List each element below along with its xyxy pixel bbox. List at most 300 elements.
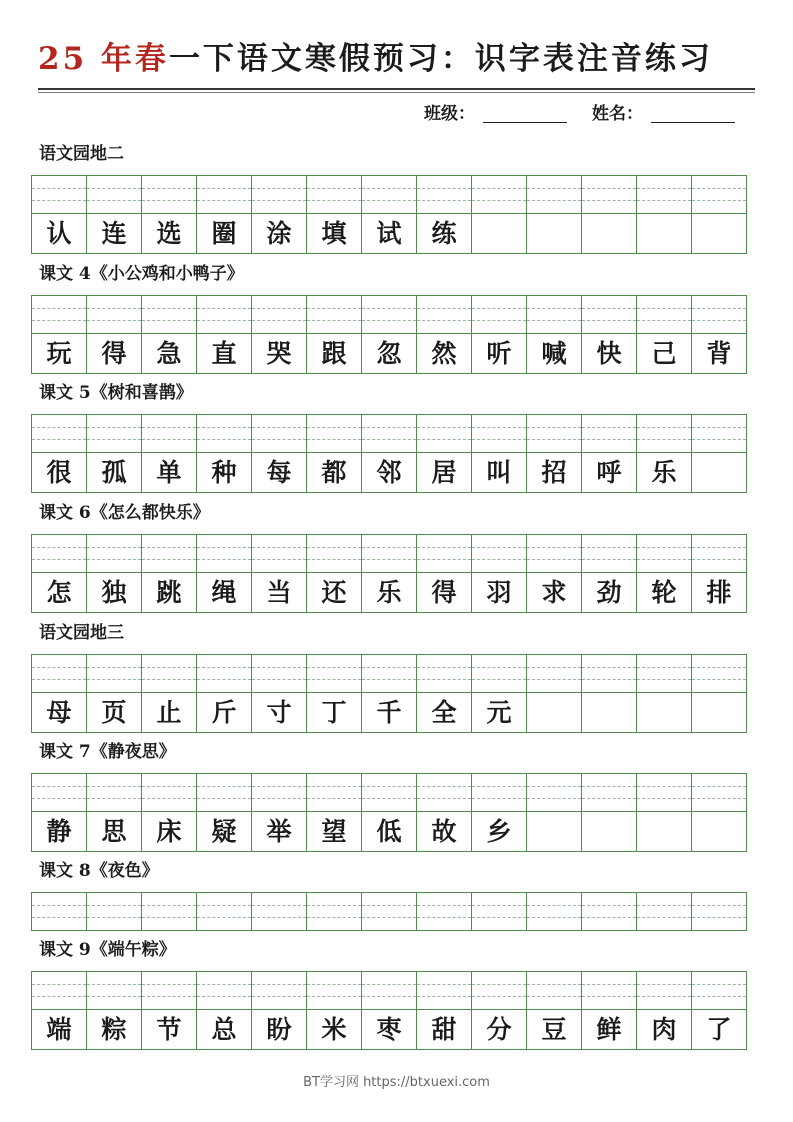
guide-line bbox=[307, 984, 361, 985]
guide-line bbox=[142, 798, 196, 799]
pinyin-box[interactable] bbox=[582, 415, 636, 453]
pinyin-box[interactable] bbox=[637, 535, 691, 573]
pinyin-box[interactable] bbox=[87, 972, 141, 1010]
pinyin-box[interactable] bbox=[197, 655, 251, 693]
pinyin-box[interactable] bbox=[582, 655, 636, 693]
pinyin-box[interactable] bbox=[307, 296, 361, 334]
grid-cell bbox=[472, 535, 527, 613]
pinyin-box[interactable] bbox=[362, 972, 416, 1010]
pinyin-box[interactable] bbox=[637, 415, 691, 453]
guide-line bbox=[472, 188, 526, 189]
pinyin-box[interactable] bbox=[472, 972, 526, 1010]
pinyin-box[interactable] bbox=[582, 176, 636, 214]
pinyin-box[interactable] bbox=[32, 415, 86, 453]
hanzi-char: 每 bbox=[266, 458, 292, 487]
pinyin-box[interactable] bbox=[87, 415, 141, 453]
hanzi-char: 望 bbox=[321, 817, 347, 846]
guide-line bbox=[142, 559, 196, 560]
grid-cell bbox=[472, 655, 527, 733]
guide-line bbox=[472, 786, 526, 787]
pinyin-box[interactable] bbox=[87, 535, 141, 573]
grid-cell bbox=[32, 774, 87, 852]
pinyin-box[interactable] bbox=[527, 774, 581, 812]
guide-line bbox=[142, 427, 196, 428]
hanzi-char: 母 bbox=[46, 698, 72, 727]
grid-cell bbox=[637, 655, 692, 733]
pinyin-box[interactable] bbox=[197, 893, 251, 930]
pinyin-box[interactable] bbox=[142, 176, 196, 214]
grid-cell bbox=[582, 774, 637, 852]
pinyin-box[interactable] bbox=[417, 535, 471, 573]
grid-cell bbox=[472, 774, 527, 852]
pinyin-box[interactable] bbox=[87, 774, 141, 812]
hanzi-char: 听 bbox=[486, 339, 512, 368]
hanzi-char: 乐 bbox=[376, 578, 402, 607]
guide-line bbox=[527, 308, 581, 309]
guide-line bbox=[142, 996, 196, 997]
grid-cell bbox=[582, 176, 637, 254]
guide-line bbox=[637, 917, 691, 918]
pinyin-box[interactable] bbox=[307, 893, 361, 930]
hanzi-char: 绳 bbox=[211, 578, 237, 607]
grid-cell bbox=[32, 655, 87, 733]
pinyin-box[interactable] bbox=[252, 415, 306, 453]
guide-line bbox=[637, 427, 691, 428]
guide-line bbox=[87, 427, 141, 428]
hanzi-char: 止 bbox=[156, 698, 182, 727]
pinyin-box[interactable] bbox=[142, 774, 196, 812]
pinyin-box[interactable] bbox=[637, 176, 691, 214]
pinyin-box[interactable] bbox=[142, 655, 196, 693]
grid-cell bbox=[32, 296, 87, 374]
grid-cell bbox=[32, 972, 87, 1050]
hanzi-char: 跳 bbox=[156, 578, 182, 607]
grid-cell bbox=[307, 176, 362, 254]
pinyin-box[interactable] bbox=[527, 415, 581, 453]
guide-line bbox=[197, 320, 251, 321]
pinyin-box[interactable] bbox=[692, 296, 746, 334]
class-blank[interactable] bbox=[483, 106, 567, 123]
guide-line bbox=[142, 667, 196, 668]
hanzi-char: 邻 bbox=[376, 458, 402, 487]
pinyin-box[interactable] bbox=[252, 296, 306, 334]
guide-line bbox=[142, 679, 196, 680]
hanzi-char: 很 bbox=[46, 458, 72, 487]
guide-line bbox=[197, 996, 251, 997]
pinyin-box[interactable] bbox=[472, 774, 526, 812]
guide-line bbox=[637, 559, 691, 560]
pinyin-box[interactable] bbox=[527, 176, 581, 214]
page-title bbox=[38, 38, 756, 80]
pinyin-box[interactable] bbox=[252, 176, 306, 214]
grid-cell bbox=[142, 296, 197, 374]
pinyin-box[interactable] bbox=[32, 176, 86, 214]
hanzi-char: 乡 bbox=[486, 817, 512, 846]
guide-line bbox=[637, 439, 691, 440]
grid-cell bbox=[307, 296, 362, 374]
hanzi-char bbox=[472, 214, 526, 253]
grid-cell bbox=[362, 296, 417, 374]
guide-line bbox=[87, 984, 141, 985]
grid-cell bbox=[527, 655, 582, 733]
guide-line bbox=[582, 320, 636, 321]
guide-line bbox=[637, 320, 691, 321]
guide-line bbox=[307, 188, 361, 189]
guide-line bbox=[87, 200, 141, 201]
writing-grid bbox=[31, 175, 747, 254]
pinyin-box[interactable] bbox=[582, 893, 636, 930]
grid-cell bbox=[197, 972, 252, 1050]
grid-cell bbox=[527, 774, 582, 852]
guide-line bbox=[692, 188, 746, 189]
grid-cell bbox=[417, 415, 472, 493]
writing-grid bbox=[31, 971, 747, 1050]
pinyin-box[interactable] bbox=[527, 972, 581, 1010]
hanzi-char bbox=[527, 693, 581, 732]
pinyin-box[interactable] bbox=[362, 415, 416, 453]
hanzi-char: 玩 bbox=[46, 339, 72, 368]
section-title: 课文 6《怎么都快乐》 bbox=[39, 503, 210, 523]
guide-line bbox=[472, 320, 526, 321]
class-label: 班级： bbox=[424, 104, 475, 124]
pinyin-box[interactable] bbox=[582, 774, 636, 812]
pinyin-box[interactable] bbox=[692, 655, 746, 693]
writing-grid bbox=[31, 773, 747, 852]
pinyin-box[interactable] bbox=[472, 415, 526, 453]
guide-line bbox=[417, 427, 471, 428]
guide-line bbox=[692, 679, 746, 680]
pinyin-box[interactable] bbox=[692, 176, 746, 214]
grid-cell bbox=[87, 972, 142, 1050]
grid-cell bbox=[252, 774, 307, 852]
guide-line bbox=[32, 320, 86, 321]
guide-line bbox=[417, 667, 471, 668]
guide-line bbox=[472, 547, 526, 548]
guide-line bbox=[527, 996, 581, 997]
pinyin-box[interactable] bbox=[32, 972, 86, 1010]
section-title: 课文 7《静夜思》 bbox=[39, 742, 176, 762]
pinyin-box[interactable] bbox=[197, 176, 251, 214]
grid-cell bbox=[692, 296, 747, 374]
pinyin-box[interactable] bbox=[472, 535, 526, 573]
hanzi-char bbox=[582, 693, 636, 732]
guide-line bbox=[197, 427, 251, 428]
pinyin-box[interactable] bbox=[252, 535, 306, 573]
grid-cell bbox=[252, 893, 307, 931]
hanzi-char bbox=[582, 812, 636, 851]
grid-cell bbox=[142, 535, 197, 613]
guide-line bbox=[32, 798, 86, 799]
guide-line bbox=[197, 439, 251, 440]
pinyin-box[interactable] bbox=[692, 774, 746, 812]
pinyin-box[interactable] bbox=[362, 893, 416, 930]
pinyin-box[interactable] bbox=[87, 655, 141, 693]
guide-line bbox=[252, 667, 306, 668]
pinyin-box[interactable] bbox=[307, 972, 361, 1010]
pinyin-box[interactable] bbox=[582, 535, 636, 573]
grid-cell bbox=[362, 655, 417, 733]
pinyin-box[interactable] bbox=[417, 655, 471, 693]
pinyin-box[interactable] bbox=[637, 893, 691, 930]
guide-line bbox=[362, 798, 416, 799]
pinyin-box[interactable] bbox=[307, 176, 361, 214]
guide-line bbox=[87, 679, 141, 680]
guide-line bbox=[307, 798, 361, 799]
pinyin-box[interactable] bbox=[32, 655, 86, 693]
hanzi-char: 叫 bbox=[486, 458, 512, 487]
pinyin-box[interactable] bbox=[362, 296, 416, 334]
hanzi-char: 全 bbox=[431, 698, 457, 727]
pinyin-box[interactable] bbox=[362, 535, 416, 573]
section-title: 课文 4《小公鸡和小鸭子》 bbox=[39, 264, 244, 284]
guide-line bbox=[417, 439, 471, 440]
hanzi-char: 怎 bbox=[46, 578, 72, 607]
hanzi-char bbox=[637, 693, 691, 732]
guide-line bbox=[197, 984, 251, 985]
guide-line bbox=[32, 679, 86, 680]
hanzi-char: 孤 bbox=[101, 458, 127, 487]
guide-line bbox=[197, 679, 251, 680]
guide-line bbox=[142, 188, 196, 189]
guide-line bbox=[32, 439, 86, 440]
pinyin-box[interactable] bbox=[32, 535, 86, 573]
hanzi-char: 斤 bbox=[211, 698, 237, 727]
guide-line bbox=[197, 667, 251, 668]
title-rule-thin bbox=[38, 92, 755, 93]
hanzi-char: 枣 bbox=[376, 1015, 402, 1044]
hanzi-char: 低 bbox=[376, 817, 402, 846]
pinyin-box[interactable] bbox=[252, 655, 306, 693]
pinyin-box[interactable] bbox=[637, 655, 691, 693]
pinyin-box[interactable] bbox=[637, 972, 691, 1010]
guide-line bbox=[527, 320, 581, 321]
pinyin-box[interactable] bbox=[692, 972, 746, 1010]
guide-line bbox=[32, 917, 86, 918]
guide-line bbox=[32, 200, 86, 201]
pinyin-box[interactable] bbox=[417, 972, 471, 1010]
pinyin-box[interactable] bbox=[472, 655, 526, 693]
hanzi-char: 劲 bbox=[596, 578, 622, 607]
guide-line bbox=[527, 439, 581, 440]
hanzi-char: 米 bbox=[321, 1015, 347, 1044]
hanzi-char: 喊 bbox=[541, 339, 567, 368]
guide-line bbox=[87, 559, 141, 560]
guide-line bbox=[307, 200, 361, 201]
hanzi-char: 甜 bbox=[431, 1015, 457, 1044]
hanzi-char: 端 bbox=[46, 1015, 72, 1044]
pinyin-box[interactable] bbox=[142, 415, 196, 453]
grid-cell bbox=[87, 893, 142, 931]
hanzi-char: 背 bbox=[706, 339, 732, 368]
guide-line bbox=[472, 917, 526, 918]
pinyin-box[interactable] bbox=[32, 296, 86, 334]
pinyin-box[interactable] bbox=[252, 972, 306, 1010]
guide-line bbox=[637, 798, 691, 799]
pinyin-box[interactable] bbox=[417, 893, 471, 930]
hanzi-char: 涂 bbox=[266, 219, 292, 248]
grid-cell bbox=[362, 176, 417, 254]
guide-line bbox=[472, 905, 526, 906]
guide-line bbox=[252, 996, 306, 997]
pinyin-box[interactable] bbox=[362, 774, 416, 812]
guide-line bbox=[87, 917, 141, 918]
pinyin-box[interactable] bbox=[637, 774, 691, 812]
guide-line bbox=[362, 188, 416, 189]
guide-line bbox=[362, 200, 416, 201]
guide-line bbox=[417, 308, 471, 309]
pinyin-box[interactable] bbox=[32, 774, 86, 812]
hanzi-char: 试 bbox=[376, 219, 402, 248]
guide-line bbox=[417, 786, 471, 787]
grid-cell bbox=[417, 535, 472, 613]
pinyin-box[interactable] bbox=[197, 296, 251, 334]
guide-line bbox=[32, 996, 86, 997]
hanzi-char: 忽 bbox=[376, 339, 402, 368]
pinyin-box[interactable] bbox=[142, 535, 196, 573]
pinyin-box[interactable] bbox=[307, 655, 361, 693]
guide-line bbox=[87, 786, 141, 787]
guide-line bbox=[307, 786, 361, 787]
hanzi-char: 种 bbox=[211, 458, 237, 487]
hanzi-char: 单 bbox=[156, 458, 182, 487]
pinyin-box[interactable] bbox=[582, 972, 636, 1010]
guide-line bbox=[87, 188, 141, 189]
guide-line bbox=[692, 320, 746, 321]
guide-line bbox=[637, 905, 691, 906]
section-title: 语文园地三 bbox=[39, 623, 124, 643]
guide-line bbox=[527, 547, 581, 548]
grid-cell bbox=[362, 774, 417, 852]
grid-cell bbox=[362, 893, 417, 931]
grid-cell bbox=[252, 296, 307, 374]
pinyin-box[interactable] bbox=[417, 296, 471, 334]
pinyin-box[interactable] bbox=[252, 774, 306, 812]
hanzi-char: 盼 bbox=[266, 1015, 292, 1044]
pinyin-box[interactable] bbox=[472, 296, 526, 334]
pinyin-box[interactable] bbox=[582, 296, 636, 334]
pinyin-box[interactable] bbox=[197, 415, 251, 453]
pinyin-box[interactable] bbox=[527, 535, 581, 573]
guide-line bbox=[252, 320, 306, 321]
grid-cell bbox=[197, 893, 252, 931]
pinyin-box[interactable] bbox=[527, 296, 581, 334]
guide-line bbox=[527, 188, 581, 189]
grid-cell bbox=[527, 972, 582, 1050]
pinyin-box[interactable] bbox=[87, 296, 141, 334]
guide-line bbox=[32, 667, 86, 668]
guide-line bbox=[692, 427, 746, 428]
grid-cell bbox=[307, 415, 362, 493]
guide-line bbox=[32, 905, 86, 906]
grid-cell bbox=[637, 176, 692, 254]
hanzi-char: 圈 bbox=[211, 219, 237, 248]
pinyin-box[interactable] bbox=[527, 893, 581, 930]
guide-line bbox=[692, 917, 746, 918]
grid-cell bbox=[252, 655, 307, 733]
hanzi-char: 粽 bbox=[101, 1015, 127, 1044]
pinyin-box[interactable] bbox=[32, 893, 86, 930]
guide-line bbox=[87, 667, 141, 668]
guide-line bbox=[252, 439, 306, 440]
hanzi-char: 静 bbox=[46, 817, 72, 846]
grid-cell bbox=[87, 415, 142, 493]
pinyin-box[interactable] bbox=[692, 893, 746, 930]
grid-cell bbox=[637, 415, 692, 493]
guide-line bbox=[142, 917, 196, 918]
hanzi-char: 思 bbox=[101, 817, 127, 846]
grid-cell bbox=[32, 176, 87, 254]
pinyin-box[interactable] bbox=[307, 535, 361, 573]
pinyin-box[interactable] bbox=[197, 535, 251, 573]
pinyin-box[interactable] bbox=[692, 415, 746, 453]
guide-line bbox=[307, 996, 361, 997]
pinyin-box[interactable] bbox=[692, 535, 746, 573]
guide-line bbox=[197, 798, 251, 799]
hanzi-char: 得 bbox=[101, 339, 127, 368]
pinyin-box[interactable] bbox=[472, 176, 526, 214]
pinyin-box[interactable] bbox=[197, 774, 251, 812]
grid-cell bbox=[582, 415, 637, 493]
pinyin-box[interactable] bbox=[142, 972, 196, 1010]
pinyin-box[interactable] bbox=[307, 415, 361, 453]
guide-line bbox=[307, 679, 361, 680]
guide-line bbox=[362, 427, 416, 428]
pinyin-box[interactable] bbox=[362, 655, 416, 693]
pinyin-box[interactable] bbox=[87, 893, 141, 930]
guide-line bbox=[472, 984, 526, 985]
guide-line bbox=[252, 917, 306, 918]
guide-line bbox=[417, 320, 471, 321]
hanzi-char: 得 bbox=[431, 578, 457, 607]
pinyin-box[interactable] bbox=[417, 176, 471, 214]
guide-line bbox=[307, 427, 361, 428]
hanzi-char: 哭 bbox=[266, 339, 292, 368]
name-blank[interactable] bbox=[651, 106, 735, 123]
guide-line bbox=[637, 667, 691, 668]
pinyin-box[interactable] bbox=[472, 893, 526, 930]
pinyin-box[interactable] bbox=[87, 176, 141, 214]
guide-line bbox=[582, 679, 636, 680]
guide-line bbox=[527, 427, 581, 428]
pinyin-box[interactable] bbox=[637, 296, 691, 334]
guide-line bbox=[582, 439, 636, 440]
guide-line bbox=[527, 798, 581, 799]
grid-cell bbox=[417, 296, 472, 374]
guide-line bbox=[252, 984, 306, 985]
guide-line bbox=[417, 905, 471, 906]
guide-line bbox=[197, 559, 251, 560]
guide-line bbox=[417, 984, 471, 985]
guide-line bbox=[197, 547, 251, 548]
pinyin-box[interactable] bbox=[362, 176, 416, 214]
guide-line bbox=[307, 547, 361, 548]
pinyin-box[interactable] bbox=[142, 893, 196, 930]
grid-cell bbox=[692, 415, 747, 493]
guide-line bbox=[362, 439, 416, 440]
pinyin-box[interactable] bbox=[142, 296, 196, 334]
pinyin-box[interactable] bbox=[307, 774, 361, 812]
hanzi-char bbox=[692, 214, 746, 253]
grid-cell bbox=[362, 415, 417, 493]
pinyin-box[interactable] bbox=[417, 774, 471, 812]
guide-line bbox=[582, 188, 636, 189]
grid-cell bbox=[307, 535, 362, 613]
pinyin-box[interactable] bbox=[417, 415, 471, 453]
pinyin-box[interactable] bbox=[252, 893, 306, 930]
pinyin-box[interactable] bbox=[527, 655, 581, 693]
grid-cell bbox=[417, 893, 472, 931]
pinyin-box[interactable] bbox=[197, 972, 251, 1010]
